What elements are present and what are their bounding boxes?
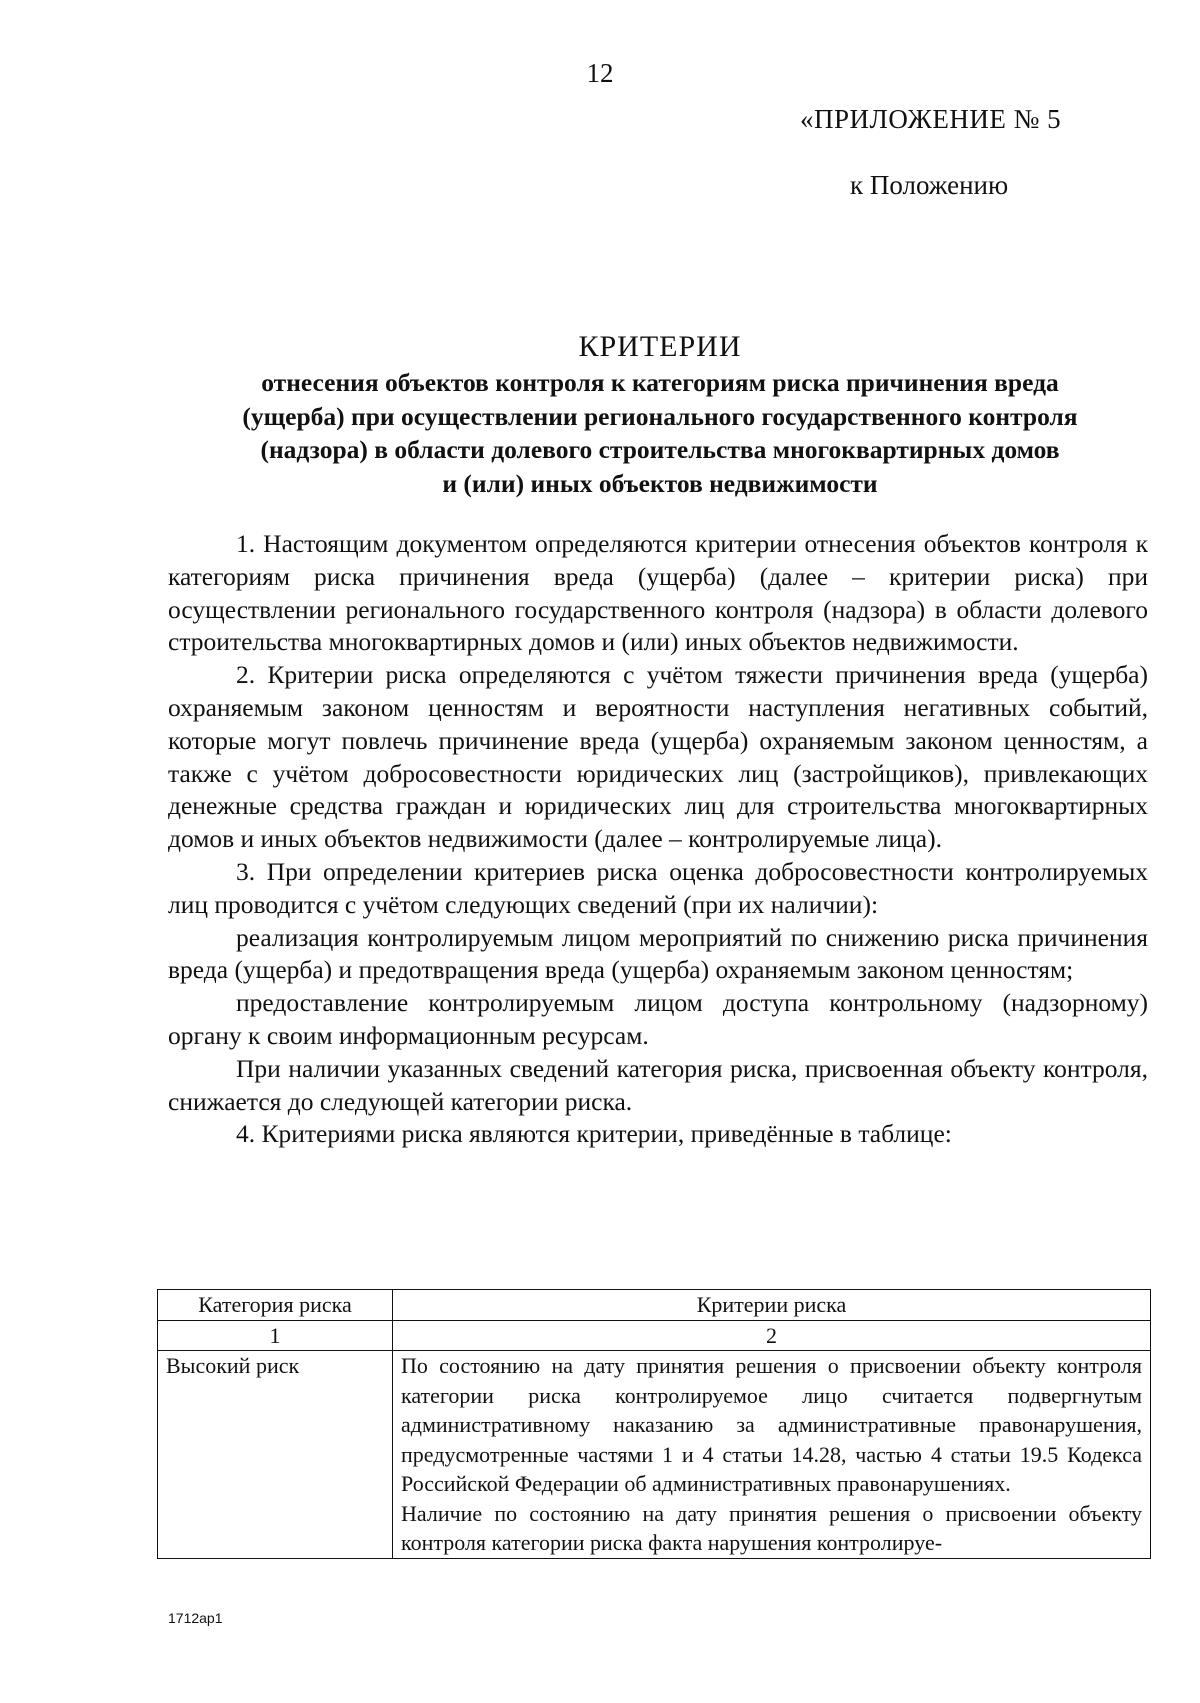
header-risk-criteria: Критерии риска: [393, 1290, 1151, 1321]
footer-document-code: 1712ap1: [168, 1610, 223, 1626]
table-row: [158, 1351, 1151, 1559]
paragraph: 2. Критерии риска определяются с учётом тяжести причинения вреда (ущерба) охраняемым законом ценностям и вероятности наступления негативных событий, которые могут повлечь причинение вреда (ущерба) охраняемым законом ценностям, а также с учётом добросовестности юридических лиц (застройщиков), привлекающих денежные средства граждан и юридических лиц для строительства многоквартирных домов и иных объектов недвижимости (далее – контролируемые лица).: [168, 660, 1148, 854]
subtitle-line: (ущерба) при осуществлении регионального государственного контроля: [242, 401, 1078, 431]
paragraph: 1. Настоящим документом определяются критерии отнесения объектов контроля к категориям риска причинения вреда (ущерба) (далее – критерии риска) при осуществлении регионального государственного контроля (надзора) в области долевого строительства многоквартирных домов и (или) иных объектов недвижимости.: [168, 529, 1148, 657]
risk-category-cell: Высокий риск: [158, 1351, 393, 1559]
page-number: 12: [586, 58, 614, 88]
appendix-reference: к Положению: [850, 170, 1009, 200]
paragraph: предоставление контролируемым лицом доступа контрольному (надзорному) органу к своим информационным ресурсам.: [168, 988, 1148, 1050]
paragraph: При наличии указанных сведений категория риска, присвоенная объекту контроля, снижается до следующей категории риска.: [168, 1053, 1148, 1116]
column-number: 2: [393, 1320, 1151, 1351]
table-column-numbers-row: [158, 1320, 1151, 1351]
table-header-row: [158, 1290, 1151, 1321]
document-heading: КРИТЕРИИ: [578, 330, 742, 363]
criteria-paragraph: Наличие по состоянию на дату принятия решения о присвоении объекту контроля категории риска факта нарушения контролируе-: [401, 1500, 1142, 1555]
paragraph: реализация контролируемым лицом мероприятий по снижению риска причинения вреда (ущерба) и предотвращения вреда (ущерба) охраняемым законом ценностям;: [168, 922, 1148, 985]
criteria-table: [157, 1289, 1151, 1559]
risk-criteria-cell: [393, 1351, 1151, 1559]
header-risk-category: Категория риска: [158, 1290, 393, 1321]
column-number: 1: [158, 1320, 393, 1351]
paragraph: 4. Критериями риска являются критерии, приведённые в таблице:: [236, 1119, 952, 1149]
appendix-title: «ПРИЛОЖЕНИЕ № 5: [800, 104, 1062, 134]
subtitle-line: и (или) иных объектов недвижимости: [442, 468, 878, 498]
subtitle-line: отнесения объектов контроля к категориям риска причинения вреда: [261, 368, 1059, 397]
paragraph: 3. При определении критериев риска оценка добросовестности контролируемых лиц проводится с учётом следующих сведений (при их наличии):: [168, 856, 1148, 919]
subtitle-line: (надзора) в области долевого строительства многоквартирных домов: [260, 435, 1060, 464]
criteria-paragraph: По состоянию на дату принятия решения о присвоении объекту контроля категории риска контролируемое лицо считается подвергнутым административному наказанию за административные правонарушения, предусмотренные частями 1 и 4 статьи 14.28, частью 4 статьи 19.5 Кодекса Российской Федерации об административных правонарушениях.: [401, 1353, 1142, 1496]
document-subtitle: [160, 366, 1160, 500]
body-text: [168, 528, 1148, 1151]
